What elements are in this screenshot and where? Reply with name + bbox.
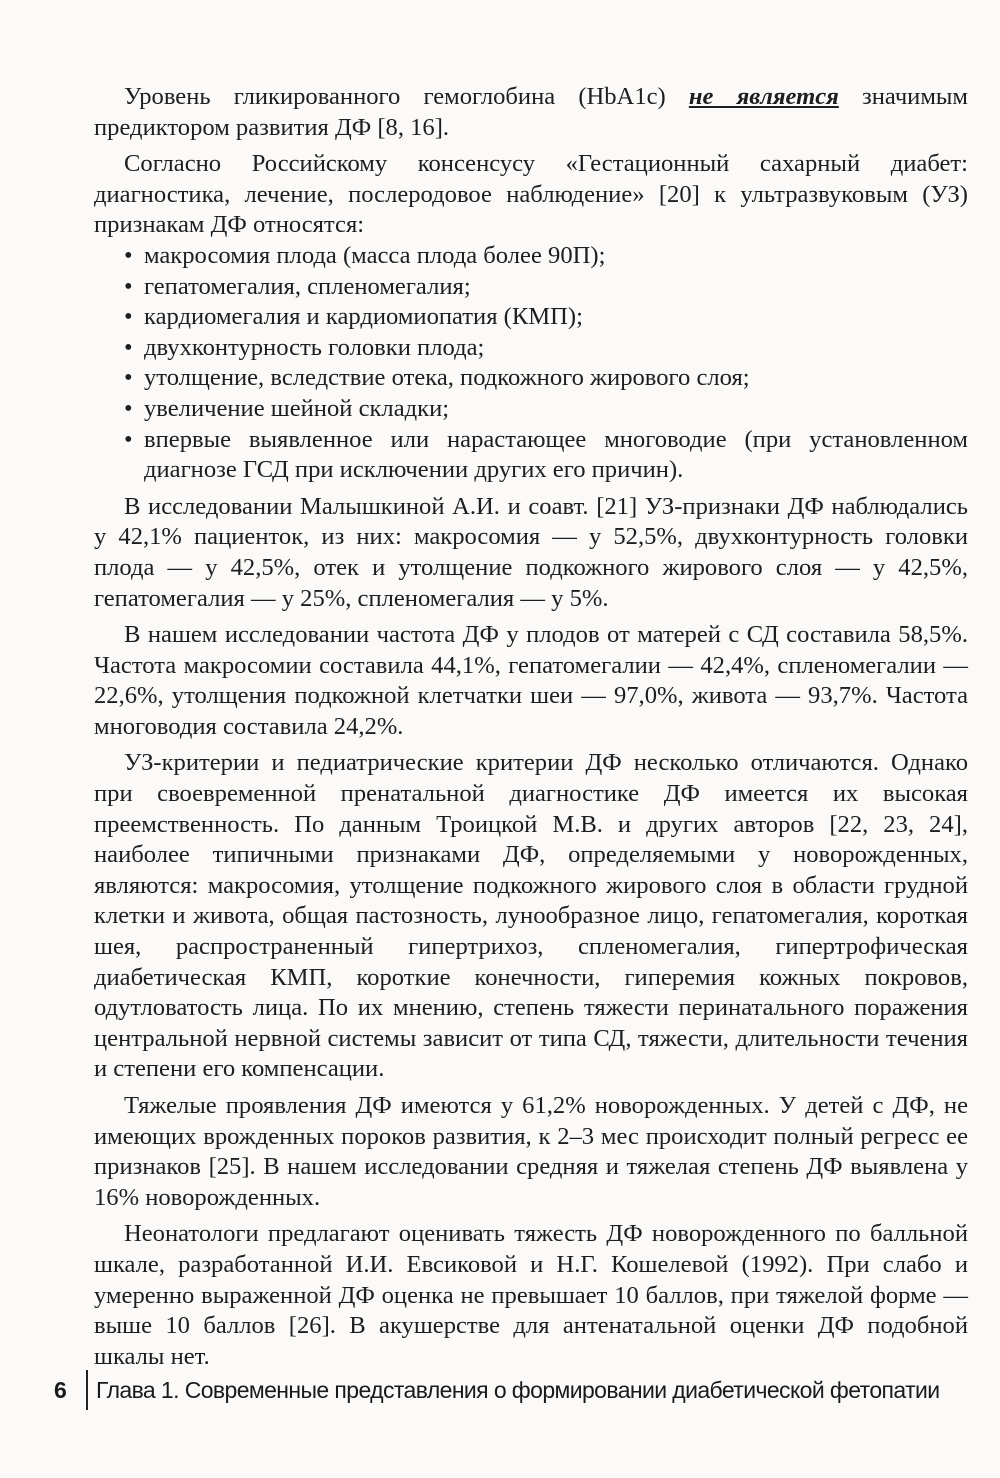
list-item (94, 363, 968, 394)
chapter-title: Глава 1. Современные представления о формировании диабетической фетопатии (96, 1377, 940, 1403)
paragraph-text: Уровень гликированного гемоглобина (HbA1c) (124, 83, 689, 110)
bullet-icon: • (124, 394, 133, 422)
paragraph-consensus: Согласно Российскому консенсусу «Гестационный сахарный диабет: диагностика, лечение, послеродовое наблюдение» [20] к ультразвуковым (УЗ) признакам ДФ относятся: (94, 150, 968, 239)
paragraph-criteria: УЗ-критерии и педиатрические критерии ДФ несколько отличаются. Однако при своевременной пренатальной диагностике ДФ имеется их высокая преемственность. По данным Троицкой М.В. и других авторов [22, 23, 24], наиболее типичными признаками ДФ, определяемыми у новорожденных, являются: макросомия, утолщение подкожного жирового слоя в области грудной клетки и живота, общая пастозность, лунообразное лицо, гепатомегалия, короткая шея, распространенный гипертрихоз, спленомегалия, гипертрофическая диабетическая КМП, короткие конечности, гиперемия кожных покровов, одутловатость лица. По их мнению, степень тяжести перинатального поражения центральной нервной системы зависит от типа СД, тяжести, длительности течения и степени его компенсации. (94, 749, 968, 1083)
bullet-icon: • (124, 272, 133, 300)
list-item-text: двухконтурность головки плода; (144, 333, 485, 361)
footer-divider (86, 1370, 88, 1410)
list-item-text: утолщение, вследствие отека, подкожного жирового слоя; (144, 364, 750, 392)
paragraph-text: значимым предиктором развития ДФ [8, 16]. (94, 83, 968, 141)
bullet-icon: • (124, 425, 133, 453)
paragraph-malyshkina-study: В исследовании Малышкиной А.И. и соавт. [21] УЗ-признаки ДФ наблюдались у 42,1% пациенток, из них: макросомия — у 52,5%, двухконтурность головки плода — у 42,5%, отек и утолщение подкожного жирового слоя — у 42,5%, гепатомегалия — у 25%, спленомегалия — у 5%. (94, 492, 968, 612)
list-item (94, 241, 968, 272)
page-number: 6 (54, 1377, 67, 1403)
paragraph-hba1c (94, 82, 968, 143)
list-item-text: гепатомегалия, спленомегалия; (144, 272, 471, 300)
list-item (94, 425, 968, 486)
bullet-icon: • (124, 364, 133, 392)
bullet-icon: • (124, 303, 133, 331)
list-item (94, 302, 968, 333)
paragraph-neonatal-scale: Неонатологи предлагают оценивать тяжесть ДФ новорожденного по балльной шкале, разработанной И.И. Евсиковой и Н.Г. Кошелевой (1992). При слабо и умеренно выраженной ДФ оценка не превышает 10 баллов, при тяжелой форме — выше 10 баллов [26]. В акушерстве для антенатальной оценки ДФ подобной шкалы нет. (94, 1220, 968, 1370)
emphasized-text: не является (688, 83, 839, 110)
paragraph-our-study: В нашем исследовании частота ДФ у плодов от матерей с СД составила 58,5%. Частота макросомии составила 44,1%, гепатомегалии — 42,4%, спленомегалии — 22,6%, утолщения подкожной клетчатки шеи — 97,0%, живота — 93,7%. Частота многоводия составила 24,2%. (94, 621, 968, 740)
paragraph-severe-manifestations: Тяжелые проявления ДФ имеются у 61,2% новорожденных. У детей с ДФ, не имеющих врожденных пороков развития, к 2–3 мес происходит полный регресс ее признаков [25]. В нашем исследовании средняя и тяжелая степень ДФ выявлена у 16% новорожденных. (94, 1092, 968, 1211)
list-item (94, 394, 968, 425)
ultrasound-signs-list (94, 241, 968, 486)
list-item (94, 272, 968, 303)
document-body (94, 82, 968, 1372)
list-item-text: впервые выявленное или нарастающее многоводие (при установленном диагнозе ГСД при исключении других его причин). (144, 425, 968, 484)
list-item-text: макросомия плода (масса плода более 90П); (144, 241, 606, 269)
list-item (94, 333, 968, 364)
page-footer (54, 1368, 954, 1412)
list-item-text: кардиомегалия и кардиомиопатия (КМП); (144, 303, 583, 331)
bullet-icon: • (124, 333, 133, 361)
bullet-icon: • (124, 241, 133, 269)
list-item-text: увеличение шейной складки; (144, 394, 450, 422)
